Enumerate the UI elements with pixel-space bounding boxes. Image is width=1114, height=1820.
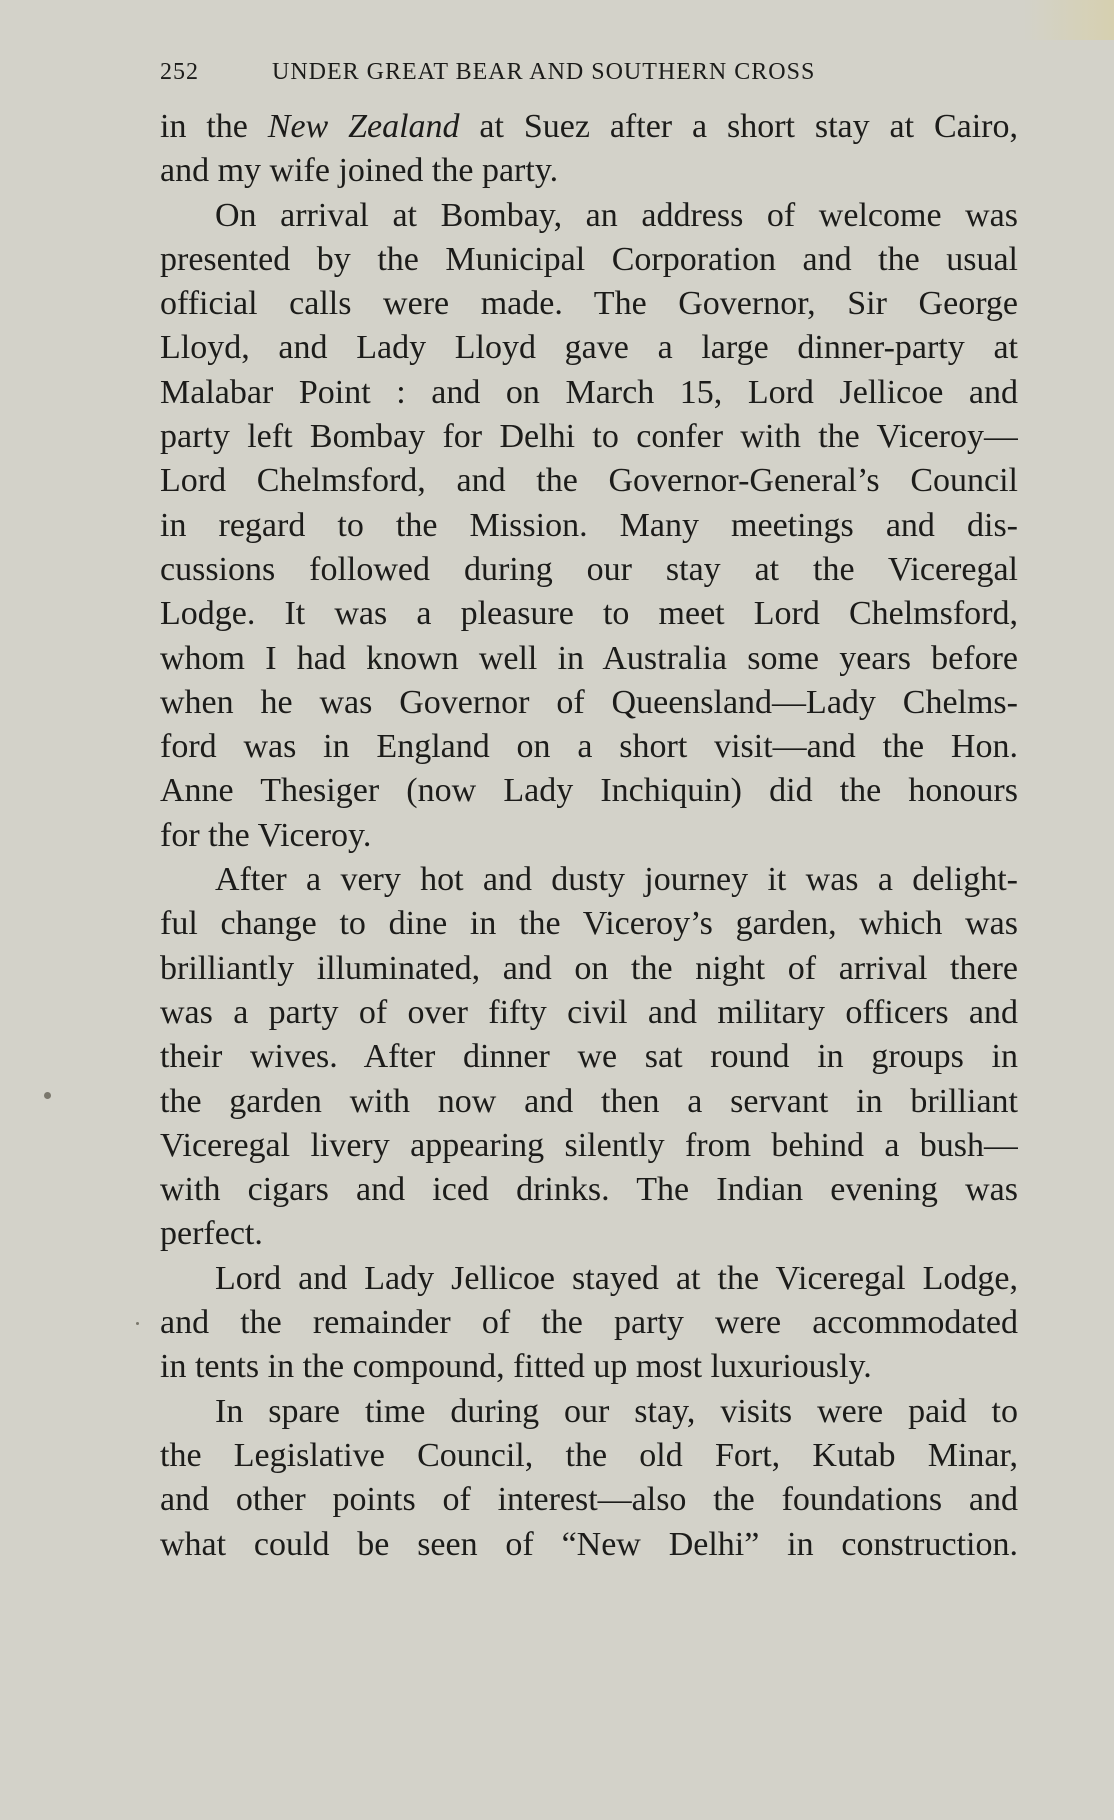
text-line: with cigars and iced drinks. The Indian evening was [160,1171,1018,1209]
paper-speck [44,1092,51,1099]
text-line: official calls were made. The Governor, Sir George [160,285,1018,323]
text-line: when he was Governor of Queensland—Lady Chelms- [160,683,1018,721]
text-line: presented by the Municipal Corporation and the usual [160,240,1018,278]
text-line: Lord Chelmsford, and the Governor-General’s Council [160,462,1018,500]
paragraph-start: On arrival at Bombay, an address of welcome was [215,196,1018,234]
text-line: in regard to the Mission. Many meetings and dis- [160,506,1018,544]
text-line: what could be seen of “New Delhi” in construction. [160,1525,1018,1563]
text-line: whom I had known well in Australia some years before [160,639,1018,677]
text-line: party left Bombay for Delhi to confer with the Viceroy— [160,418,1018,456]
text-line: and my wife joined the party. [160,152,559,190]
paragraph-start: In spare time during our stay, visits were paid to [215,1392,1018,1430]
text-line: was a party of over fifty civil and military officers and [160,993,1018,1031]
text-line: Anne Thesiger (now Lady Inchiquin) did the honours [160,772,1018,810]
text-line: for the Viceroy. [160,816,372,854]
running-head: UNDER GREAT BEAR AND SOUTHERN CROSS [272,59,816,85]
text-line: their wives. After dinner we sat round in groups in [160,1038,1018,1076]
paragraph-start: Lord and Lady Jellicoe stayed at the Viceregal Lodge, [215,1259,1018,1297]
text-line: the Legislative Council, the old Fort, Kutab Minar, [160,1436,1018,1474]
ship-name: New Zealand [267,108,460,145]
paper-stain [1024,0,1114,40]
text-line: in the New Zealand at Suez after a short stay at Cairo, [160,108,1018,145]
paragraph-start: After a very hot and dusty journey it was a delight- [215,861,1018,899]
text-line: ful change to dine in the Viceroy’s garden, which was [160,905,1018,943]
text-line: Malabar Point : and on March 15, Lord Jellicoe and [160,373,1018,411]
paper-speck [136,1322,139,1325]
text-line: in tents in the compound, fitted up most luxuriously. [160,1348,872,1386]
text-line: Viceregal livery appearing silently from behind a bush— [160,1126,1018,1164]
text-line: and the remainder of the party were accommodated [160,1304,1018,1342]
text-line: ford was in England on a short visit—and the Hon. [160,728,1018,766]
text-line: Lloyd, and Lady Lloyd gave a large dinner-party at [160,329,1018,367]
text-line: Lodge. It was a pleasure to meet Lord Chelmsford, [160,595,1018,633]
text-line: cussions followed during our stay at the Viceregal [160,550,1018,588]
text-line: and other points of interest—also the foundations and [160,1481,1018,1519]
page-header [160,52,930,92]
text-line: brilliantly illuminated, and on the night of arrival there [160,949,1018,987]
body-text [160,105,1018,1567]
text-line: perfect. [160,1215,263,1253]
text-line: the garden with now and then a servant in brilliant [160,1082,1018,1120]
page-number: 252 [160,59,199,85]
